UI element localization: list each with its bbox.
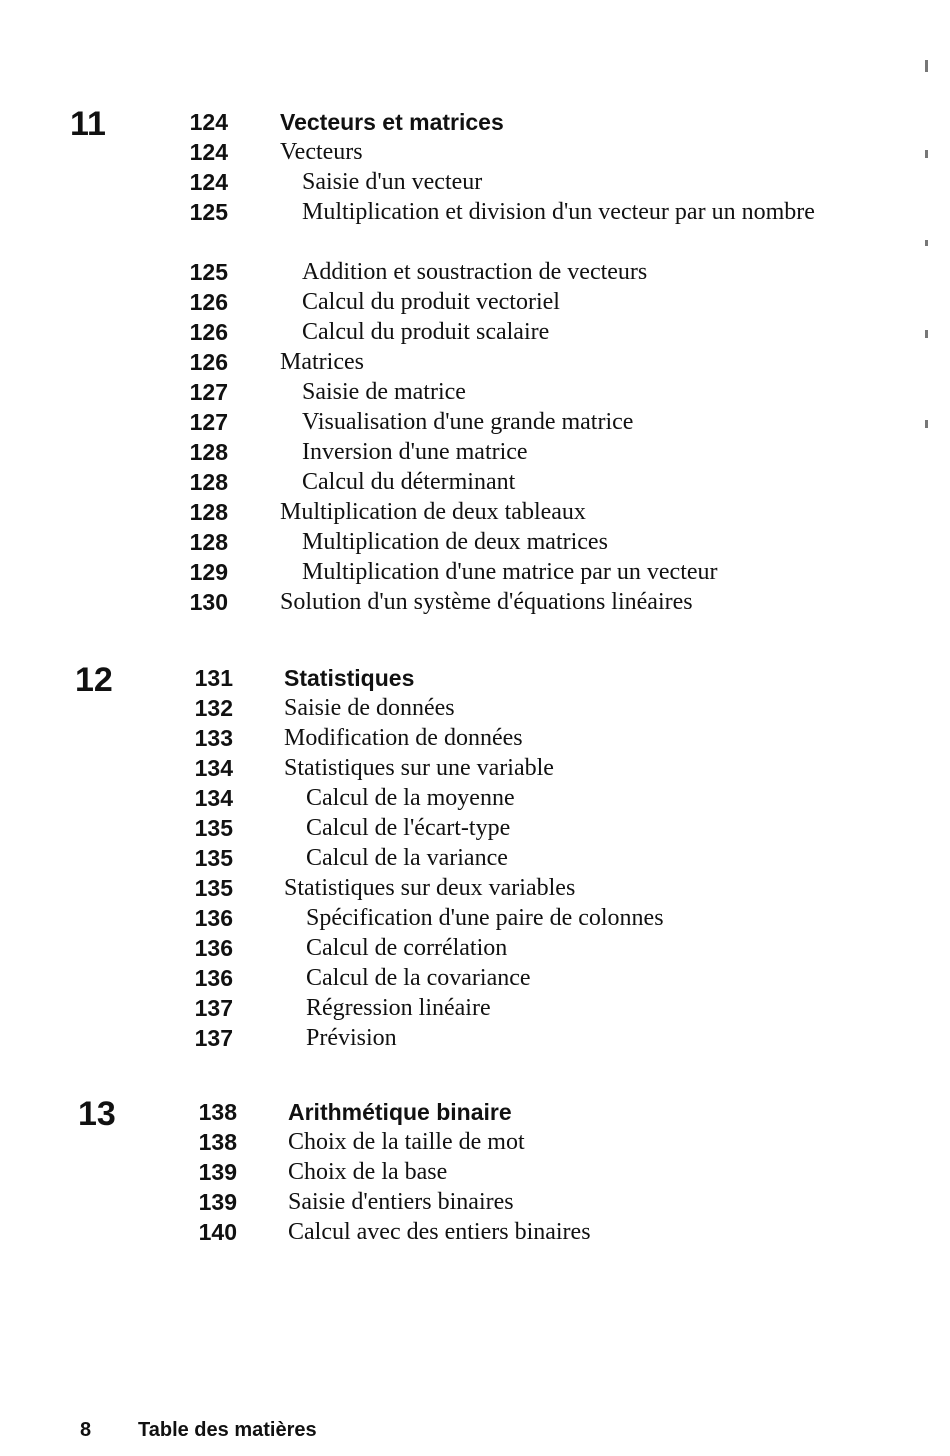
toc-entry bbox=[0, 467, 950, 497]
toc-entry-title: Choix de la base bbox=[288, 1159, 448, 1185]
toc-entry bbox=[0, 407, 950, 437]
toc-entry-title: Vecteurs bbox=[280, 139, 363, 165]
toc-entry-title: Statistiques sur une variable bbox=[284, 755, 554, 781]
toc-entry bbox=[0, 663, 950, 693]
toc-page-number: 139 bbox=[198, 1159, 237, 1185]
toc-page-number: 131 bbox=[194, 665, 233, 691]
toc-entry-title: Saisie de données bbox=[284, 695, 455, 721]
toc-entry bbox=[0, 1127, 950, 1157]
toc-entry-title: Modification de données bbox=[284, 725, 523, 751]
toc-page-number: 124 bbox=[189, 169, 228, 195]
toc-entry bbox=[0, 287, 950, 317]
toc-page-number: 137 bbox=[194, 995, 233, 1021]
toc-entry bbox=[0, 347, 950, 377]
chapter-block bbox=[0, 107, 950, 617]
scan-edge-mark bbox=[925, 420, 928, 428]
toc-page-number: 140 bbox=[198, 1219, 237, 1245]
toc-page-number: 126 bbox=[189, 319, 228, 345]
toc-entry-title: Inversion d'une matrice bbox=[302, 439, 528, 465]
toc-entry-title: Calcul du déterminant bbox=[302, 469, 516, 495]
toc-entry bbox=[0, 1217, 950, 1247]
toc-entry bbox=[0, 527, 950, 557]
toc-entry bbox=[0, 137, 950, 167]
toc-entry-title: Multiplication et division d'un vecteur par un nombre bbox=[302, 199, 815, 225]
toc-page-number: 127 bbox=[189, 379, 228, 405]
toc-entry bbox=[0, 167, 950, 197]
toc-page-number: 135 bbox=[194, 845, 233, 871]
toc-page-number: 127 bbox=[189, 409, 228, 435]
toc-page-number: 136 bbox=[194, 935, 233, 961]
toc-entry bbox=[0, 963, 950, 993]
chapter-number: 13 bbox=[78, 1095, 116, 1133]
toc-page-number: 128 bbox=[189, 469, 228, 495]
toc-entry-title: Calcul de la moyenne bbox=[306, 785, 515, 811]
toc-page-number: 138 bbox=[198, 1099, 237, 1125]
toc-entry-title: Prévision bbox=[306, 1025, 397, 1051]
toc-entry-title: Multiplication de deux tableaux bbox=[280, 499, 586, 525]
toc-entry-title: Matrices bbox=[280, 349, 364, 375]
toc-entry bbox=[0, 723, 950, 753]
toc-page-number: 130 bbox=[189, 589, 228, 615]
scan-edge-mark bbox=[925, 240, 928, 246]
toc-entry-title: Solution d'un système d'équations linéaires bbox=[280, 589, 693, 615]
toc-entry-title: Spécification d'une paire de colonnes bbox=[306, 905, 664, 931]
scan-edge-mark bbox=[925, 60, 928, 72]
toc-entry-list bbox=[0, 1097, 950, 1247]
chapter-block bbox=[0, 663, 950, 1053]
toc-page-number: 129 bbox=[189, 559, 228, 585]
toc-entry bbox=[0, 903, 950, 933]
toc-page-number: 138 bbox=[198, 1129, 237, 1155]
toc-entry bbox=[0, 1187, 950, 1217]
toc-entry-title: Calcul de corrélation bbox=[306, 935, 508, 961]
toc-entry bbox=[0, 1023, 950, 1053]
scan-edge-mark bbox=[925, 150, 928, 158]
toc-entry-title: Choix de la taille de mot bbox=[288, 1129, 525, 1155]
toc-page-number: 139 bbox=[198, 1189, 237, 1215]
toc-entry-list bbox=[0, 107, 950, 617]
page-footer bbox=[80, 1419, 317, 1442]
toc-page-number: 134 bbox=[194, 755, 233, 781]
toc-entry bbox=[0, 437, 950, 467]
toc-entry bbox=[0, 1097, 950, 1127]
toc-entry bbox=[0, 933, 950, 963]
chapter-number: 11 bbox=[70, 105, 106, 143]
toc-entry bbox=[0, 557, 950, 587]
toc-entry bbox=[0, 693, 950, 723]
toc-entry bbox=[0, 257, 950, 287]
toc-page-number: 137 bbox=[194, 1025, 233, 1051]
toc-entry-title: Saisie de matrice bbox=[302, 379, 466, 405]
toc-page-number: 136 bbox=[194, 905, 233, 931]
toc-entry-title: Calcul avec des entiers binaires bbox=[288, 1219, 591, 1245]
toc-entry bbox=[0, 497, 950, 527]
toc-entry bbox=[0, 587, 950, 617]
toc-page-number: 126 bbox=[189, 289, 228, 315]
toc-entry bbox=[0, 843, 950, 873]
toc-page-number: 124 bbox=[189, 109, 228, 135]
scan-edge-mark bbox=[925, 330, 928, 338]
toc-page-number: 136 bbox=[194, 965, 233, 991]
footer-title: Table des matières bbox=[138, 1419, 317, 1441]
toc-entry-title: Saisie d'entiers binaires bbox=[288, 1189, 514, 1215]
toc-page-number: 128 bbox=[189, 499, 228, 525]
toc-entry-title: Saisie d'un vecteur bbox=[302, 169, 483, 195]
toc-page-number: 125 bbox=[189, 259, 228, 285]
toc-entry bbox=[0, 873, 950, 903]
toc-entry-title: Calcul du produit vectoriel bbox=[302, 289, 560, 315]
toc-entry-title: Calcul de la covariance bbox=[306, 965, 531, 991]
toc-entry bbox=[0, 813, 950, 843]
toc-page-number: 125 bbox=[189, 199, 228, 225]
toc-entry-title: Calcul de l'écart-type bbox=[306, 815, 511, 841]
toc-entry bbox=[0, 197, 950, 257]
chapter-number: 12 bbox=[75, 661, 113, 699]
footer-page-number: 8 bbox=[80, 1419, 92, 1441]
toc-entry bbox=[0, 783, 950, 813]
toc-entry-title: Multiplication de deux matrices bbox=[302, 529, 608, 555]
toc-page-number: 133 bbox=[194, 725, 233, 751]
toc-entry-title: Calcul du produit scalaire bbox=[302, 319, 550, 345]
toc-entry-title: Régression linéaire bbox=[306, 995, 491, 1021]
toc-entry-title: Visualisation d'une grande matrice bbox=[302, 409, 634, 435]
toc-entry bbox=[0, 107, 950, 137]
toc-entry-title: Calcul de la variance bbox=[306, 845, 508, 871]
toc-page-number: 128 bbox=[189, 529, 228, 555]
toc-page-number: 132 bbox=[194, 695, 233, 721]
toc-entry bbox=[0, 1157, 950, 1187]
toc-entry bbox=[0, 377, 950, 407]
toc-entry bbox=[0, 317, 950, 347]
toc-page-number: 126 bbox=[189, 349, 228, 375]
chapter-title: Vecteurs et matrices bbox=[280, 109, 504, 135]
toc-entry-title: Addition et soustraction de vecteurs bbox=[302, 259, 648, 285]
toc-page-number: 135 bbox=[194, 875, 233, 901]
chapter-block bbox=[0, 1097, 950, 1247]
toc-page-number: 128 bbox=[189, 439, 228, 465]
chapter-title: Arithmétique binaire bbox=[288, 1099, 512, 1125]
chapter-title: Statistiques bbox=[284, 665, 415, 691]
toc-entry-title: Multiplication d'une matrice par un vecteur bbox=[302, 559, 718, 585]
toc-page-number: 124 bbox=[189, 139, 228, 165]
toc-entry bbox=[0, 753, 950, 783]
toc-page-number: 134 bbox=[194, 785, 233, 811]
toc-entry bbox=[0, 993, 950, 1023]
toc-entry-list bbox=[0, 663, 950, 1053]
toc-entry-title: Statistiques sur deux variables bbox=[284, 875, 576, 901]
toc-page-number: 135 bbox=[194, 815, 233, 841]
